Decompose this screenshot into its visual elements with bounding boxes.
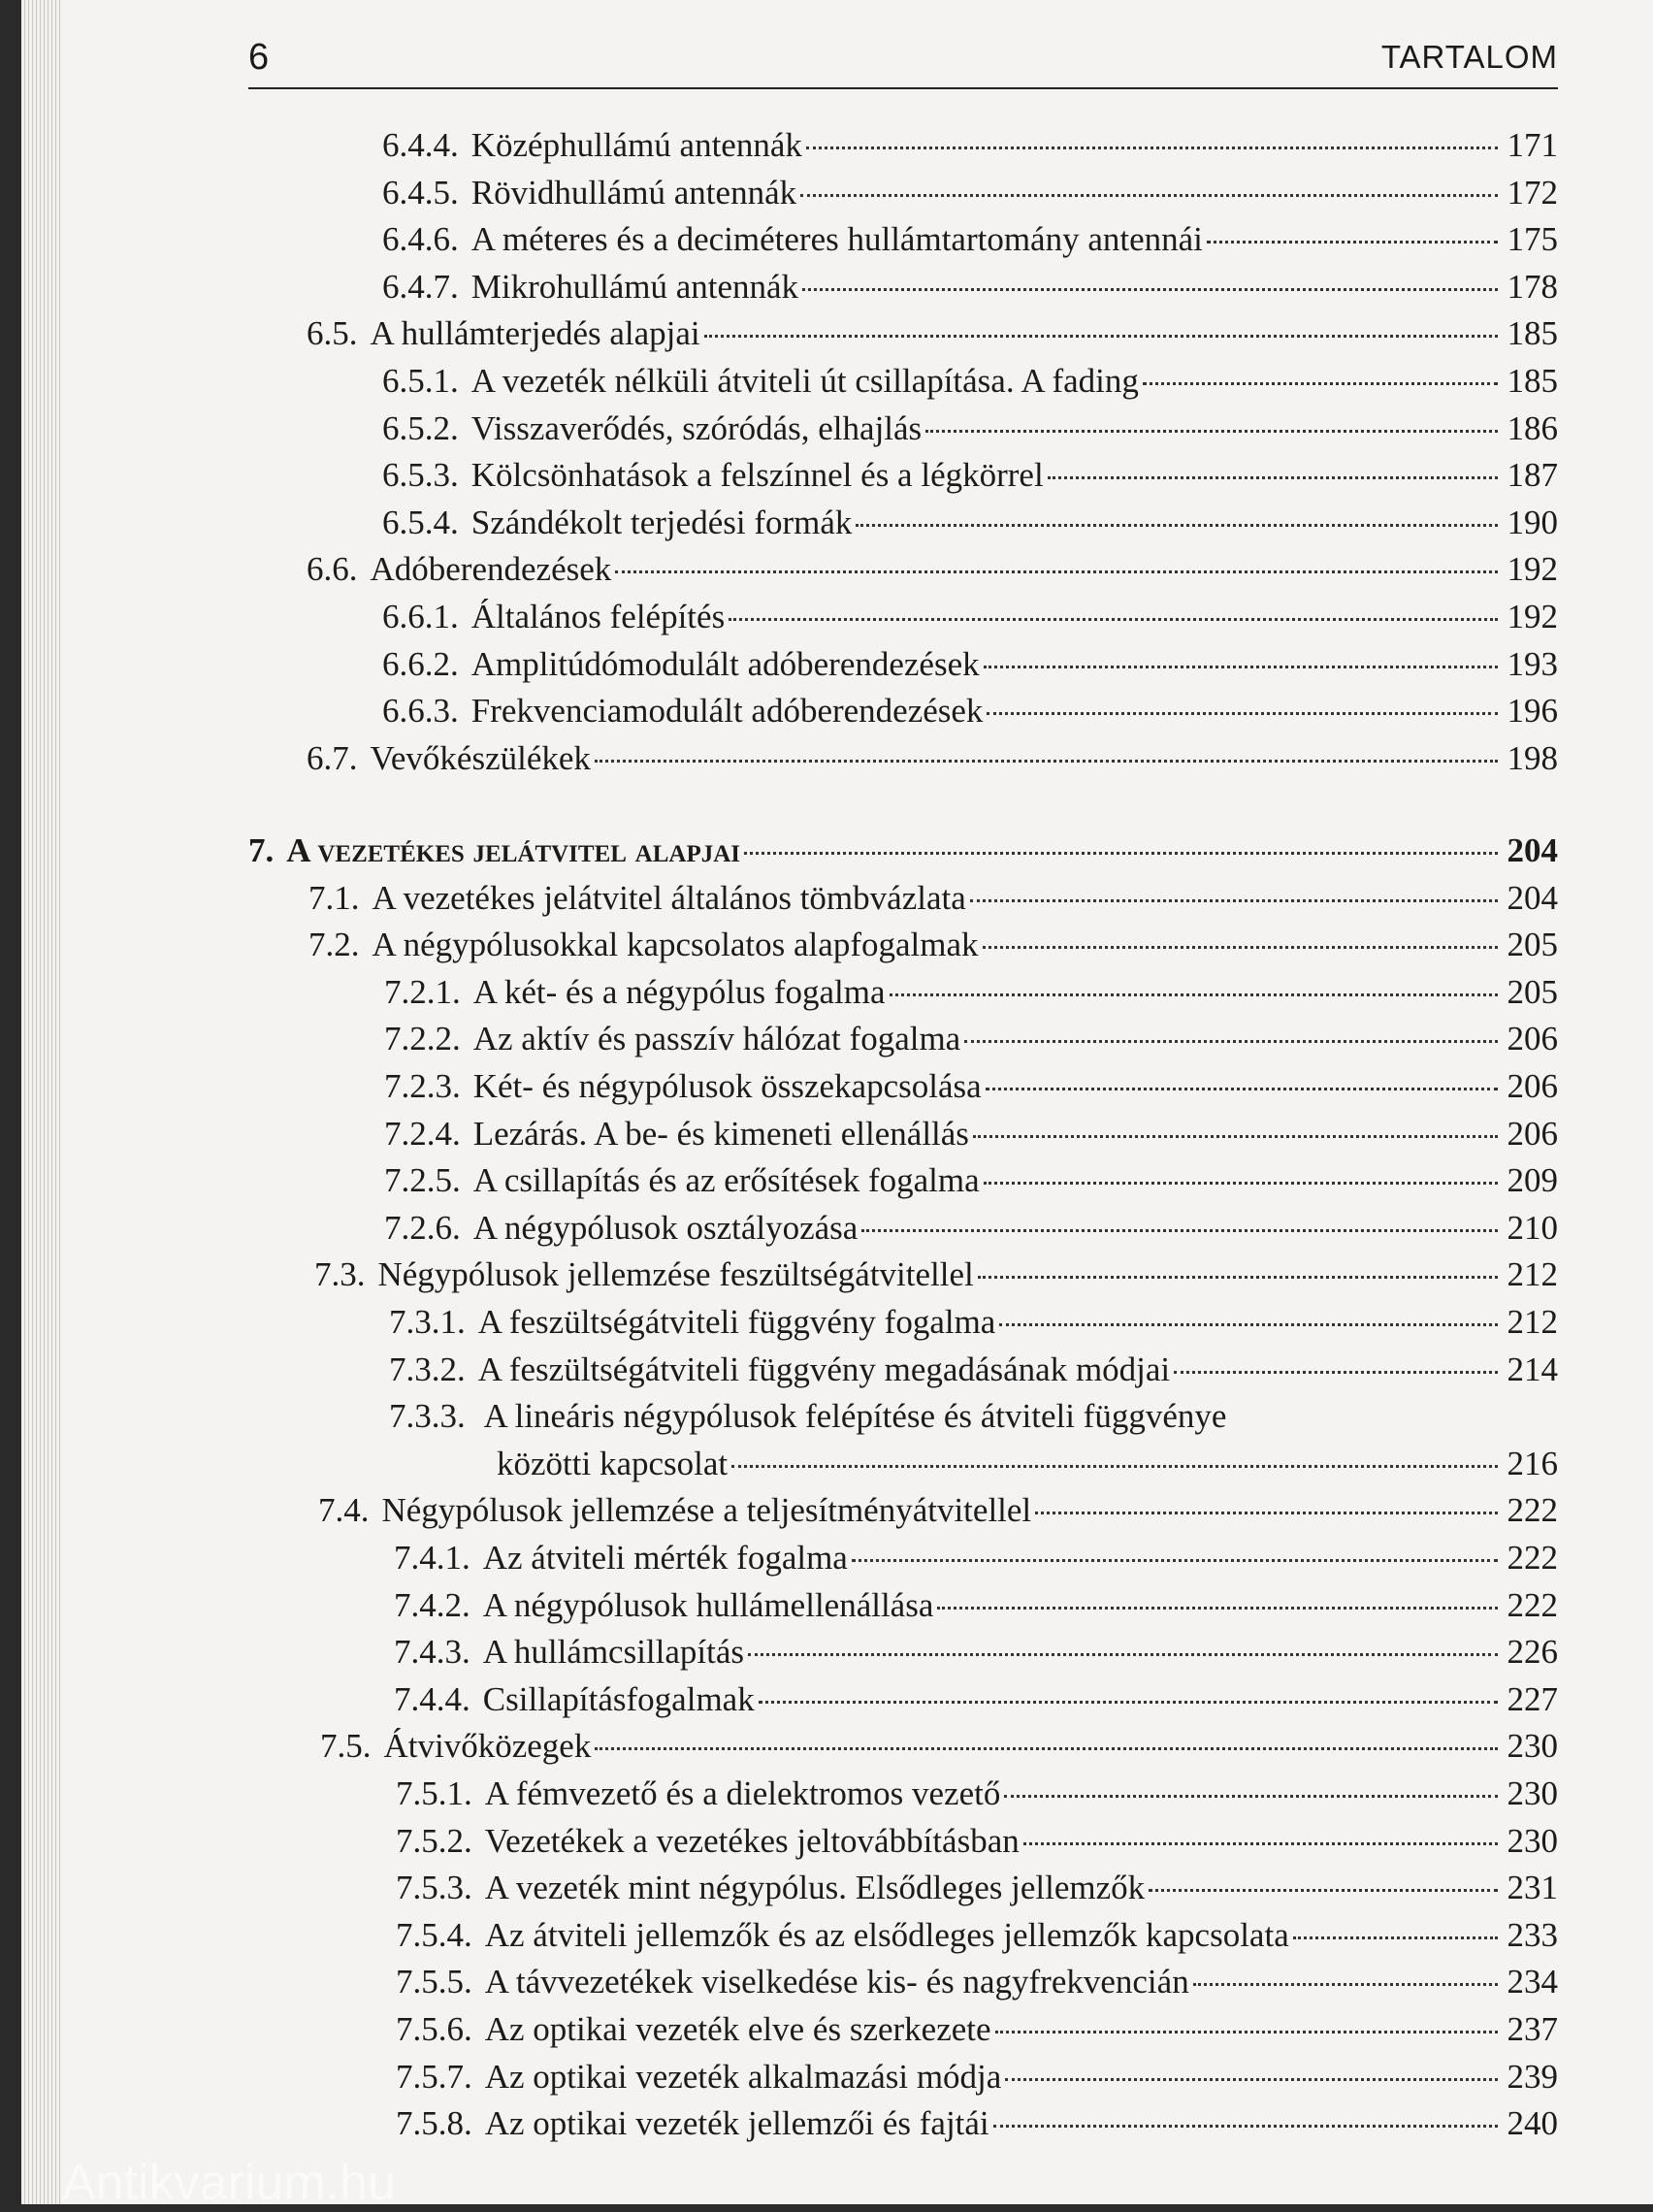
toc-title: Középhullámú antennák — [470, 126, 802, 164]
toc-entry — [396, 2058, 1558, 2104]
dot-leader — [731, 1465, 1498, 1468]
toc-entry-first-line — [389, 1397, 1226, 1444]
toc-title: A négypólusokkal kapcsolatos alapfogalmak — [372, 926, 979, 964]
toc-entry — [382, 220, 1558, 267]
dot-leader — [729, 618, 1498, 621]
toc-title: Négypólusok jellemzése feszültségátvitellel — [377, 1255, 974, 1294]
toc-page: 205 — [1507, 972, 1558, 1011]
toc-page: 206 — [1507, 1114, 1558, 1153]
toc-page: 209 — [1507, 1161, 1558, 1200]
dot-leader — [1193, 1983, 1498, 1986]
toc-entry — [396, 2104, 1558, 2151]
dot-leader — [748, 1653, 1498, 1656]
toc-entry — [396, 2010, 1558, 2057]
toc-entry — [307, 550, 1558, 597]
toc-entry — [318, 1491, 1558, 1538]
toc-page: 230 — [1507, 1774, 1558, 1812]
page-number: 6 — [248, 37, 270, 78]
toc-number: 7.2.4. — [384, 1114, 461, 1153]
dot-leader — [925, 430, 1498, 433]
toc-number: 7.4.2. — [394, 1585, 470, 1624]
toc-page: 192 — [1507, 598, 1558, 635]
dot-leader — [1293, 1936, 1498, 1939]
toc-entry — [308, 926, 1558, 972]
toc-title: A lineáris négypólusok felépítése és átviteli függvénye — [483, 1397, 1227, 1436]
dot-leader — [1004, 1795, 1498, 1798]
toc-number: 7.5.8. — [396, 2104, 472, 2143]
toc-page: 222 — [1507, 1539, 1558, 1577]
toc-title: Az átviteli mérték fogalma — [482, 1539, 848, 1577]
toc-number: 7.4.1. — [394, 1539, 470, 1577]
dot-leader — [964, 1040, 1498, 1043]
toc-entry — [396, 1774, 1558, 1821]
toc-page: 206 — [1507, 1067, 1558, 1105]
toc-entry — [384, 1161, 1558, 1208]
toc-number: 7.4.3. — [394, 1633, 470, 1672]
dot-leader — [993, 2125, 1498, 2128]
toc-number: 6.5.4. — [382, 503, 459, 541]
toc-entry — [394, 1680, 1558, 1727]
toc-title: Frekvenciamodulált adóberendezések — [470, 692, 984, 731]
toc-number: 6.4.7. — [382, 267, 459, 306]
toc-entry — [382, 126, 1558, 173]
toc-title: A két- és a négypólus fogalma — [472, 972, 886, 1011]
dot-leader — [1207, 241, 1498, 244]
toc-title: Az optikai vezeték jellemzői és fajtái — [484, 2104, 989, 2143]
toc-number: 6.4.6. — [382, 220, 459, 259]
toc-number: 6.5.3. — [382, 456, 459, 495]
toc-title: Az aktív és passzív hálózat fogalma — [472, 1020, 961, 1058]
toc-number: 7.2.2. — [384, 1020, 461, 1058]
toc-entry — [396, 1916, 1558, 1963]
toc-title: A hullámcsillapítás — [482, 1633, 745, 1672]
dot-leader — [995, 2031, 1498, 2033]
toc-page: 206 — [1507, 1020, 1558, 1058]
toc-title: Az optikai vezeték alkalmazási módja — [484, 2057, 1002, 2096]
toc-title: Kölcsönhatások a felszínnel és a légkörrel — [470, 456, 1044, 495]
dot-leader — [802, 288, 1498, 291]
toc-page: 185 — [1507, 314, 1558, 353]
toc-page: 210 — [1507, 1208, 1558, 1247]
dot-leader — [987, 712, 1498, 715]
toc-title: A feszültségátviteli függvény fogalma — [477, 1303, 996, 1341]
toc-title: Az átviteli jellemzők és az elsődleges jellemzők kapcsolata — [484, 1915, 1289, 1954]
toc-title: A csillapítás és az erősítések fogalma — [472, 1161, 980, 1200]
toc-number: 7.4.4. — [394, 1679, 470, 1718]
toc-page: 185 — [1507, 362, 1558, 400]
toc-page: 240 — [1507, 2104, 1558, 2143]
toc-number: 6.4.4. — [382, 126, 459, 164]
toc-entry — [394, 1539, 1558, 1585]
toc-title-continuation: közötti kapcsolat — [497, 1444, 729, 1482]
dot-leader — [986, 1088, 1498, 1090]
toc-title: Visszaverődés, szóródás, elhajlás — [470, 408, 923, 447]
page-header — [248, 29, 1558, 89]
toc-title: A négypólusok hullámellenállása — [482, 1585, 934, 1624]
toc-page: 187 — [1507, 456, 1558, 495]
toc-page: 178 — [1507, 267, 1558, 306]
toc-title: Négypólusok jellemzése a teljesítményátvitellel — [381, 1491, 1032, 1530]
toc-page: 175 — [1507, 220, 1558, 259]
toc-title: Szándékolt terjedési formák — [470, 503, 853, 541]
dot-leader — [1143, 382, 1498, 385]
toc-title: Csillapításfogalmak — [482, 1679, 755, 1718]
dot-leader — [978, 1276, 1498, 1279]
toc-entry — [384, 1209, 1558, 1255]
toc-page: 192 — [1507, 550, 1558, 589]
toc-title: A fémvezető és a dielektromos vezető — [484, 1774, 1001, 1812]
toc-number: 6.6.1. — [382, 598, 459, 635]
toc-page: 193 — [1507, 644, 1558, 683]
toc-entry — [320, 1727, 1558, 1773]
toc-entry — [382, 362, 1558, 408]
toc-page: 212 — [1507, 1255, 1558, 1294]
toc-page: 212 — [1507, 1303, 1558, 1341]
dot-leader — [984, 666, 1498, 668]
toc-title: Az optikai vezeték elve és szerkezete — [484, 2010, 991, 2048]
toc-title: A feszültségátviteli függvény megadásának módjai — [477, 1350, 1171, 1388]
toc-page: 230 — [1507, 1727, 1558, 1766]
dot-leader — [861, 1229, 1498, 1232]
dot-leader — [615, 570, 1498, 573]
toc-page: 222 — [1507, 1491, 1558, 1530]
toc-page: 205 — [1507, 926, 1558, 964]
toc-number: 6.5.2. — [382, 408, 459, 447]
dot-leader — [1023, 1842, 1498, 1845]
toc-page: 172 — [1507, 173, 1558, 211]
toc-title: Adóberendezések — [370, 550, 612, 589]
toc-page: 239 — [1507, 2057, 1558, 2096]
toc-page: 237 — [1507, 2010, 1558, 2048]
toc-page: 214 — [1507, 1350, 1558, 1388]
dot-leader — [704, 335, 1498, 338]
dot-leader — [1174, 1371, 1498, 1374]
toc-page: 190 — [1507, 503, 1558, 541]
toc-entry — [382, 174, 1558, 220]
toc-page: 227 — [1507, 1679, 1558, 1718]
toc-number: 7.2.6. — [384, 1208, 461, 1247]
toc-page: 216 — [1507, 1444, 1558, 1482]
toc-page: 222 — [1507, 1585, 1558, 1624]
dot-leader — [890, 993, 1498, 996]
toc-entry — [308, 879, 1558, 926]
toc-number: 6.5.1. — [382, 362, 459, 400]
toc-title: Lezárás. A be- és kimeneti ellenállás — [472, 1114, 969, 1153]
toc-title: Amplitúdómodulált adóberendezések — [470, 644, 980, 683]
toc-entry — [382, 598, 1558, 644]
toc-entry — [382, 645, 1558, 692]
toc-number: 7.5.1. — [396, 1774, 472, 1812]
toc-number: 7.5. — [320, 1727, 372, 1766]
toc-title: A vezetékes jelátvitel általános tömbvázlata — [372, 878, 966, 917]
toc-number: 7.3. — [314, 1255, 366, 1294]
toc-page: 186 — [1507, 408, 1558, 447]
toc-entry — [396, 1963, 1558, 2009]
toc-entry — [389, 1303, 1558, 1350]
toc-number: 7.2.5. — [384, 1161, 461, 1200]
toc-entry — [384, 1067, 1558, 1114]
toc-entry — [396, 1822, 1558, 1869]
toc-title: Két- és négypólusok összekapcsolása — [472, 1067, 982, 1105]
toc-page: 204 — [1507, 831, 1558, 869]
toc-number: 7.1. — [308, 878, 360, 917]
toc-entry — [382, 268, 1558, 314]
toc-entry-continuation — [497, 1445, 1558, 1491]
dot-leader — [744, 852, 1498, 855]
toc-page: 196 — [1507, 692, 1558, 731]
toc-entry — [382, 409, 1558, 456]
toc-title: A vezeték nélküli átviteli út csillapítása. A fading — [470, 362, 1139, 400]
toc-entry — [389, 1350, 1558, 1397]
toc-entry — [394, 1586, 1558, 1633]
dot-leader — [852, 1559, 1498, 1562]
toc-entry — [384, 1115, 1558, 1161]
toc-page: 204 — [1507, 878, 1558, 917]
toc-title: Vevőkészülékek — [370, 738, 591, 777]
toc-title: Átvivőközegek — [383, 1727, 592, 1766]
toc-number: 6.4.5. — [382, 173, 459, 211]
toc-number: 6.7. — [307, 738, 358, 777]
toc-title: A hullámterjedés alapjai — [370, 314, 700, 353]
toc-number: 7.5.2. — [396, 1821, 472, 1860]
toc-page: 231 — [1507, 1869, 1558, 1907]
dot-leader — [984, 1182, 1498, 1185]
toc-title: Rövidhullámú antennák — [470, 173, 797, 211]
toc-page: 226 — [1507, 1633, 1558, 1672]
toc-number: 6.6.3. — [382, 692, 459, 731]
toc-entry — [384, 973, 1558, 1020]
dot-leader — [595, 1747, 1498, 1750]
dot-leader — [1035, 1512, 1498, 1514]
dot-leader — [973, 1135, 1498, 1138]
toc-page: 233 — [1507, 1915, 1558, 1954]
toc-number: 7.5.4. — [396, 1915, 472, 1954]
dot-leader — [806, 146, 1498, 149]
toc-entry — [307, 739, 1558, 786]
toc-entry — [396, 1869, 1558, 1915]
toc-title: A vezetékes jelátvitel alapjai — [286, 831, 741, 869]
toc-number: 7.2.3. — [384, 1067, 461, 1105]
toc-number: 7.5.7. — [396, 2057, 472, 2096]
toc-title: A négypólusok osztályozása — [472, 1208, 859, 1247]
dot-leader — [800, 194, 1498, 197]
toc-number: 6.6.2. — [382, 644, 459, 683]
dot-leader — [999, 1323, 1498, 1326]
dot-leader — [937, 1607, 1498, 1610]
dot-leader — [1048, 476, 1498, 479]
dot-leader — [595, 760, 1498, 763]
toc-page: 171 — [1507, 126, 1558, 164]
toc-chapter-entry — [248, 831, 1558, 878]
toc-number: 7. — [248, 831, 275, 869]
toc-number: 6.6. — [307, 550, 358, 589]
toc-number: 7.4. — [318, 1491, 370, 1530]
watermark: Antikvarium.hu — [62, 2155, 396, 2211]
dot-leader — [1005, 2078, 1498, 2081]
dot-leader — [1149, 1889, 1498, 1892]
toc-number: 7.2. — [308, 926, 360, 964]
toc-entry — [382, 456, 1558, 503]
toc-number: 7.5.5. — [396, 1963, 472, 2001]
toc-number: 7.5.6. — [396, 2010, 472, 2048]
toc-number: 7.3.3. — [389, 1397, 466, 1436]
toc-title: A távvezetékek viselkedése kis- és nagyfrekvencián — [484, 1963, 1189, 2001]
toc-number: 7.5.3. — [396, 1869, 472, 1907]
toc-number: 7.3.2. — [389, 1350, 466, 1388]
toc-number: 7.2.1. — [384, 972, 461, 1011]
toc-entry — [394, 1633, 1558, 1679]
toc-entry — [382, 692, 1558, 738]
toc-entry — [382, 504, 1558, 550]
toc-title: A vezeték mint négypólus. Elsődleges jellemzők — [484, 1869, 1146, 1907]
toc-title: Általános felépítés — [470, 598, 726, 635]
dot-leader — [970, 899, 1498, 902]
toc-entry — [307, 314, 1558, 361]
toc-page: 198 — [1507, 738, 1558, 777]
toc-page: 230 — [1507, 1821, 1558, 1860]
toc-number: 7.3.1. — [389, 1303, 466, 1341]
dot-leader — [983, 946, 1499, 949]
toc-entry — [384, 1020, 1558, 1066]
toc-title: Mikrohullámú antennák — [470, 267, 799, 306]
toc-title: A méteres és a deciméteres hullámtartomány antennái — [470, 220, 1203, 259]
toc-title: Vezetékek a vezetékes jeltovábbításban — [484, 1821, 1020, 1860]
toc-number: 6.5. — [307, 314, 358, 353]
toc-entry — [314, 1255, 1558, 1302]
dot-leader — [759, 1701, 1498, 1704]
running-head: TARTALOM — [1380, 39, 1558, 75]
toc-page: 234 — [1507, 1963, 1558, 2001]
dot-leader — [856, 524, 1498, 527]
